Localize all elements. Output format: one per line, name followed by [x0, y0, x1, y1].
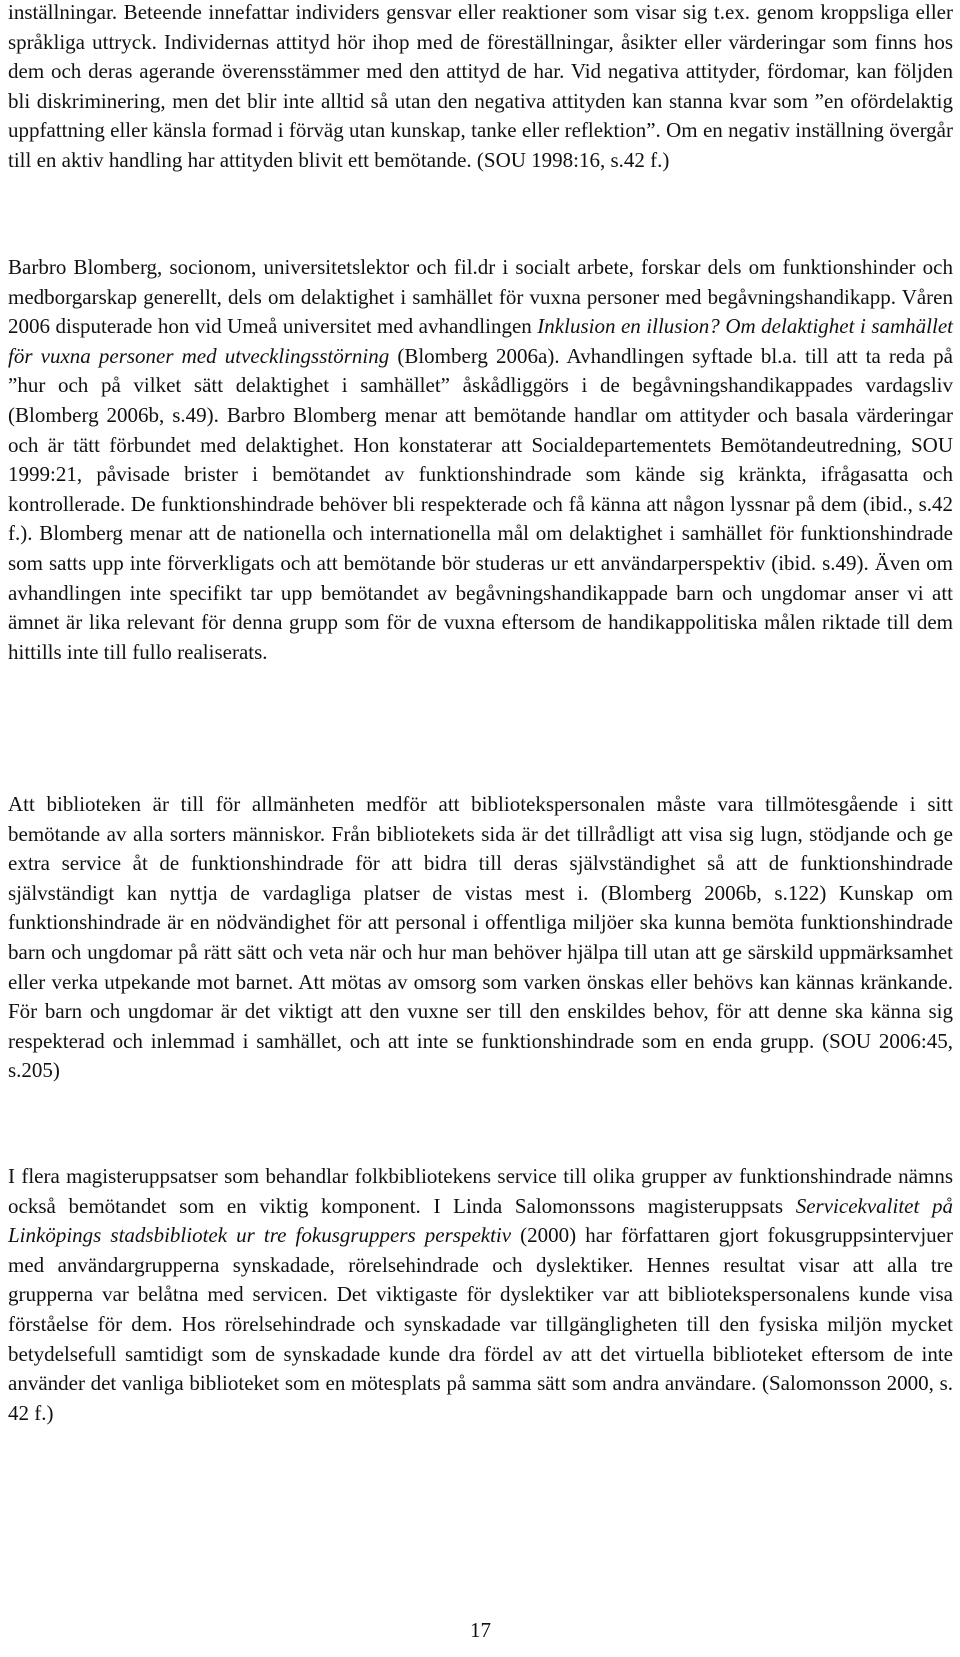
paragraph-text: (2000) har författaren gjort fokusgruppsintervjuer med användargrupperna synskadade, rörelsehindrade och dyslektiker. Hennes resultat visar att alla tre grupperna var belåtna med servicen. Det viktigaste för dyslektiker var att bibliotekspersonalens kunde visa förståelse för dem. Hos rörelsehindrade och synskadade var tillgängligheten till den fysiska miljön mycket betydelsefull samtidigt som de synskadade kunde dra fördel av att det virtuella biblioteket eftersom de inte använder det vanliga biblioteket som en mötesplats på samma sätt som andra användare. (Salomonsson 2000, s. 42 f.) — [8, 1223, 953, 1425]
paragraph-text: inställningar. Beteende innefattar individers gensvar eller reaktioner som visar sig t.ex. genom kroppsliga eller språkliga uttryck. Individernas attityd hör ihop med de föreställningar, åsikter eller värderingar som finns hos dem och deras agerande överensstämmer med den attityd de har. Vid negativa attityder, fördomar, kan följden bli diskriminering, men det blir inte alltid så utan den negativa attityden kan stanna kvar som ”en ofördelaktig uppfattning eller känsla formad i förväg utan kunskap, tanke eller reflektion”. Om en negativ inställning övergår till en aktiv handling har attityden blivit ett bemötande. (SOU 1998:16, s.42 f.) — [8, 0, 953, 172]
thesis-title: Servicekvalitet på Linköpings stadsbibliotek ur tre fokusgruppers perspektiv — [8, 1193, 953, 1248]
paragraph-attitudes — [8, 0, 953, 176]
paragraph-text: (Blomberg 2006a). Avhandlingen syftade bl.a. till att ta reda på ”hur och på vilket sätt delaktighet i samhället” åskådliggörs i de begåvningshandikappades vardagsliv (Blomberg 2006b, s.49). Barbro Blomberg menar att bemötande handlar om attityder och basala värderingar och är tätt förbundet med delaktighet. Hon konstaterar att Socialdepartementets Bemötandeutredning, SOU 1999:21, påvisade brister i bemötandet av funktionshindrade som kände sig kränkta, ifrågasatta och kontrollerade. De funktionshindrade behöver bli respekterade och få känna att någon lyssnar på dem (ibid., s.42 f.). Blomberg menar att de nationella och internationella mål om delaktighet i samhället för funktionshindrade som satts upp inte förverkligats och att bemötande bör studeras ur ett användarperspektiv (ibid. s.49). Även om avhandlingen inte specifikt tar upp bemötandet av begåvningshandikappade barn och ungdomar anser vi att ämnet är lika relevant för denna grupp som för de vuxna eftersom de handikappolitiska målen riktade till dem hittills inte till fullo realiserats. — [8, 343, 953, 664]
paragraph-text: I flera magisteruppsatser som behandlar folkbibliotekens service till olika grupper av funktionshindrade nämns också bemötandet som en viktig komponent. I Linda Salomonssons magisteruppsats — [8, 1164, 953, 1218]
dissertation-title: Inklusion en illusion? Om delaktighet i samhället för vuxna personer med utvecklingsstörning — [8, 314, 953, 368]
paragraph-blomberg — [8, 253, 953, 667]
paragraph-text: Barbro Blomberg, socionom, universitetslektor och fil.dr i socialt arbete, forskar dels om funktionshinder och medborgarskap generellt, dels om delaktighet i samhället för vuxna personer med begåvningshandikapp. Våren 2006 disputerade hon vid Umeå universitet med avhandlingen — [8, 255, 953, 339]
paragraph-libraries — [8, 790, 953, 1086]
paragraph-text: Att biblioteken är till för allmänheten medför att bibliotekspersonalen måste vara tillmötesgående i sitt bemötande av alla sorters människor. Från bibliotekets sida är det tillrådligt att visa sig lugn, stödjande och ge extra service åt de funktionshindrade för att bidra till deras självständighet så att de funktionshindrade självständigt kan nyttja de vardagliga platser de vistas mest i. (Blomberg 2006b, s.122) Kunskap om funktionshindrade är en nödvändighet för att personal i offentliga miljöer ska kunna bemöta funktionshindrade barn och ungdomar på rätt sätt och veta när och hur man behöver hjälpa till utan att ge särskild uppmärksamhet eller verka utpekande mot barnet. Att mötas av omsorg som varken önskas eller behövs kan kännas kränkande. För barn och ungdomar är det viktigt att den vuxne ser till den enskildes behov, för att denne ska känna sig respekterad och inlemmad i samhället, och att inte se funktionshindrade som en enda grupp. (SOU 2006:45, s.205) — [8, 792, 953, 1083]
page-number: 17 — [470, 1618, 491, 1642]
paragraph-master-theses — [8, 1162, 953, 1428]
